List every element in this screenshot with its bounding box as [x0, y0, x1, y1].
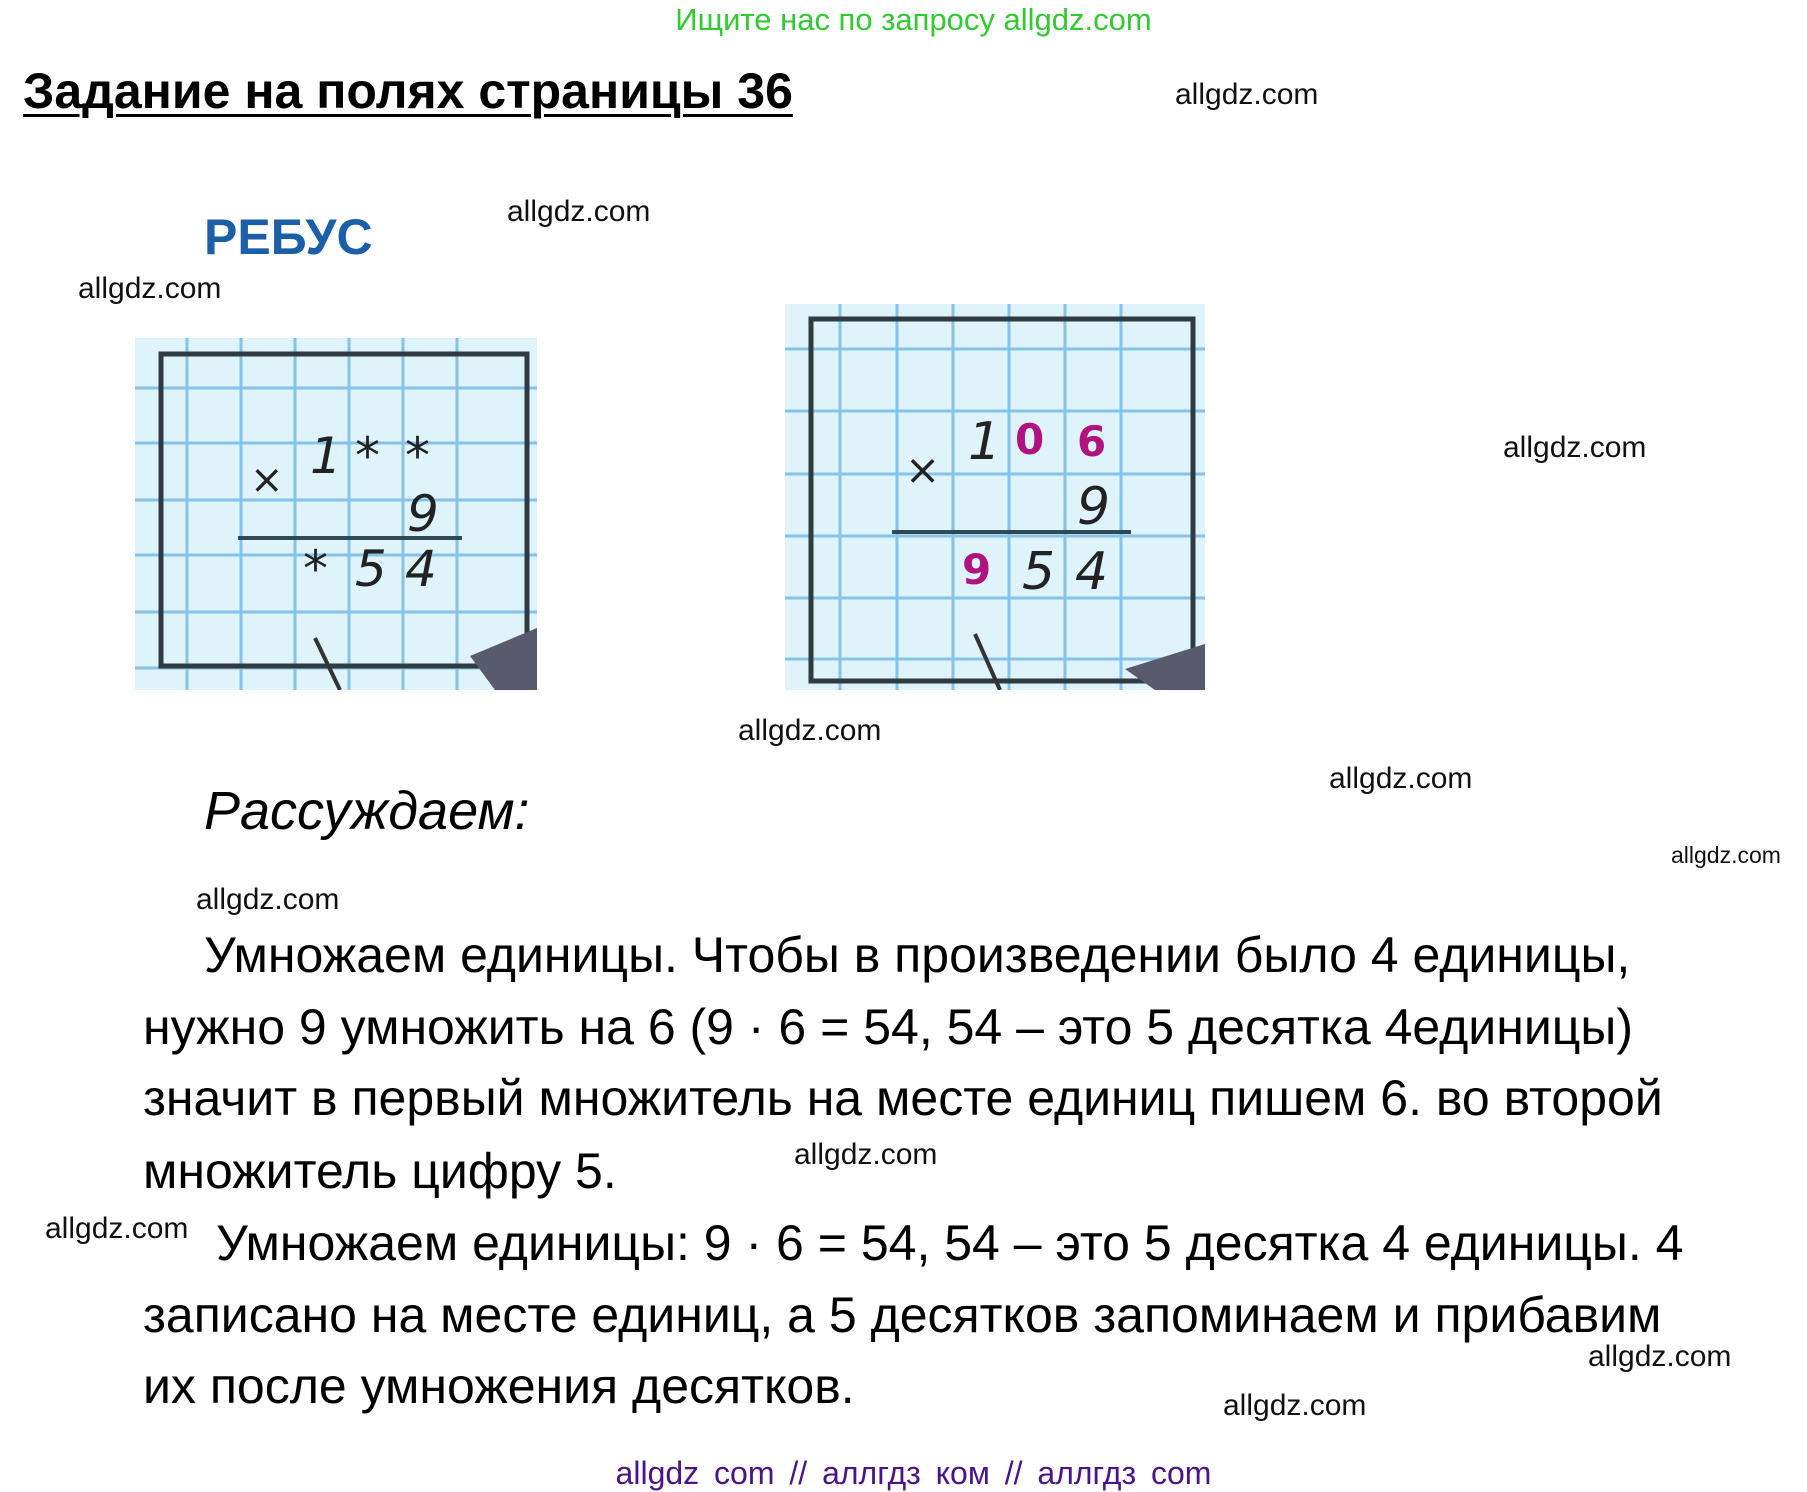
text-line: их после умножения десятков. — [143, 1358, 855, 1414]
watermark: allgdz.com — [1671, 842, 1781, 868]
watermark: allgdz.com — [1175, 78, 1319, 111]
text-line: множитель цифру 5. — [143, 1143, 617, 1199]
multiply-sign: × — [905, 445, 941, 494]
multiply-sign: × — [250, 457, 284, 503]
digit: 1 — [310, 427, 342, 485]
text-line: Умножаем единицы. Чтобы в произведении было 4 единицы, — [204, 927, 1631, 983]
page-title: Задание на полях страницы 36 — [23, 63, 793, 119]
digit: 1 — [968, 412, 1002, 472]
search-hint: Ищите нас по запросу allgdz.com — [675, 2, 1152, 37]
digit: * — [405, 427, 430, 485]
digit: 4 — [1075, 542, 1109, 602]
digit: 4 — [405, 540, 437, 598]
text-line: Умножаем единицы: 9 · 6 = 54, 54 – это 5 десятка 4 единицы. 4 — [216, 1215, 1684, 1271]
digit-highlighted: 0 — [1015, 415, 1045, 464]
rebus-heading: РЕБУС — [204, 209, 373, 265]
digit-highlighted: 6 — [1077, 417, 1107, 466]
footer-watermark: allgdz com // аллгдз ком // аллгдз com — [615, 1455, 1212, 1491]
watermark: allgdz.com — [1503, 431, 1647, 464]
watermark: allgdz.com — [794, 1138, 938, 1171]
watermark: allgdz.com — [507, 195, 651, 228]
text-line: значит в первый множитель на месте единиц пишем 6. во второй — [143, 1070, 1663, 1126]
watermark: allgdz.com — [196, 883, 340, 916]
digit: 9 — [407, 485, 439, 543]
digit: 5 — [1022, 542, 1056, 602]
text-line: записано на месте единиц, а 5 десятков запоминаем и прибавим — [143, 1287, 1662, 1343]
watermark: allgdz.com — [738, 714, 882, 747]
digit: * — [355, 427, 380, 485]
watermark: allgdz.com — [78, 272, 222, 305]
watermark: allgdz.com — [1223, 1389, 1367, 1422]
watermark: allgdz.com — [45, 1212, 189, 1245]
text-line: нужно 9 умножить на 6 (9 · 6 = 54, 54 – это 5 десятка 4единицы) — [143, 999, 1633, 1055]
watermark: allgdz.com — [1329, 762, 1473, 795]
digit: 5 — [355, 540, 387, 598]
digit: 9 — [1077, 477, 1111, 537]
rebus-board-original — [135, 338, 537, 690]
rebus-board-solved — [785, 274, 1205, 690]
digit-highlighted: 9 — [962, 545, 992, 594]
reasoning-heading: Рассуждаем: — [204, 781, 530, 841]
digit: * — [303, 540, 328, 598]
watermark: allgdz.com — [1588, 1340, 1732, 1373]
